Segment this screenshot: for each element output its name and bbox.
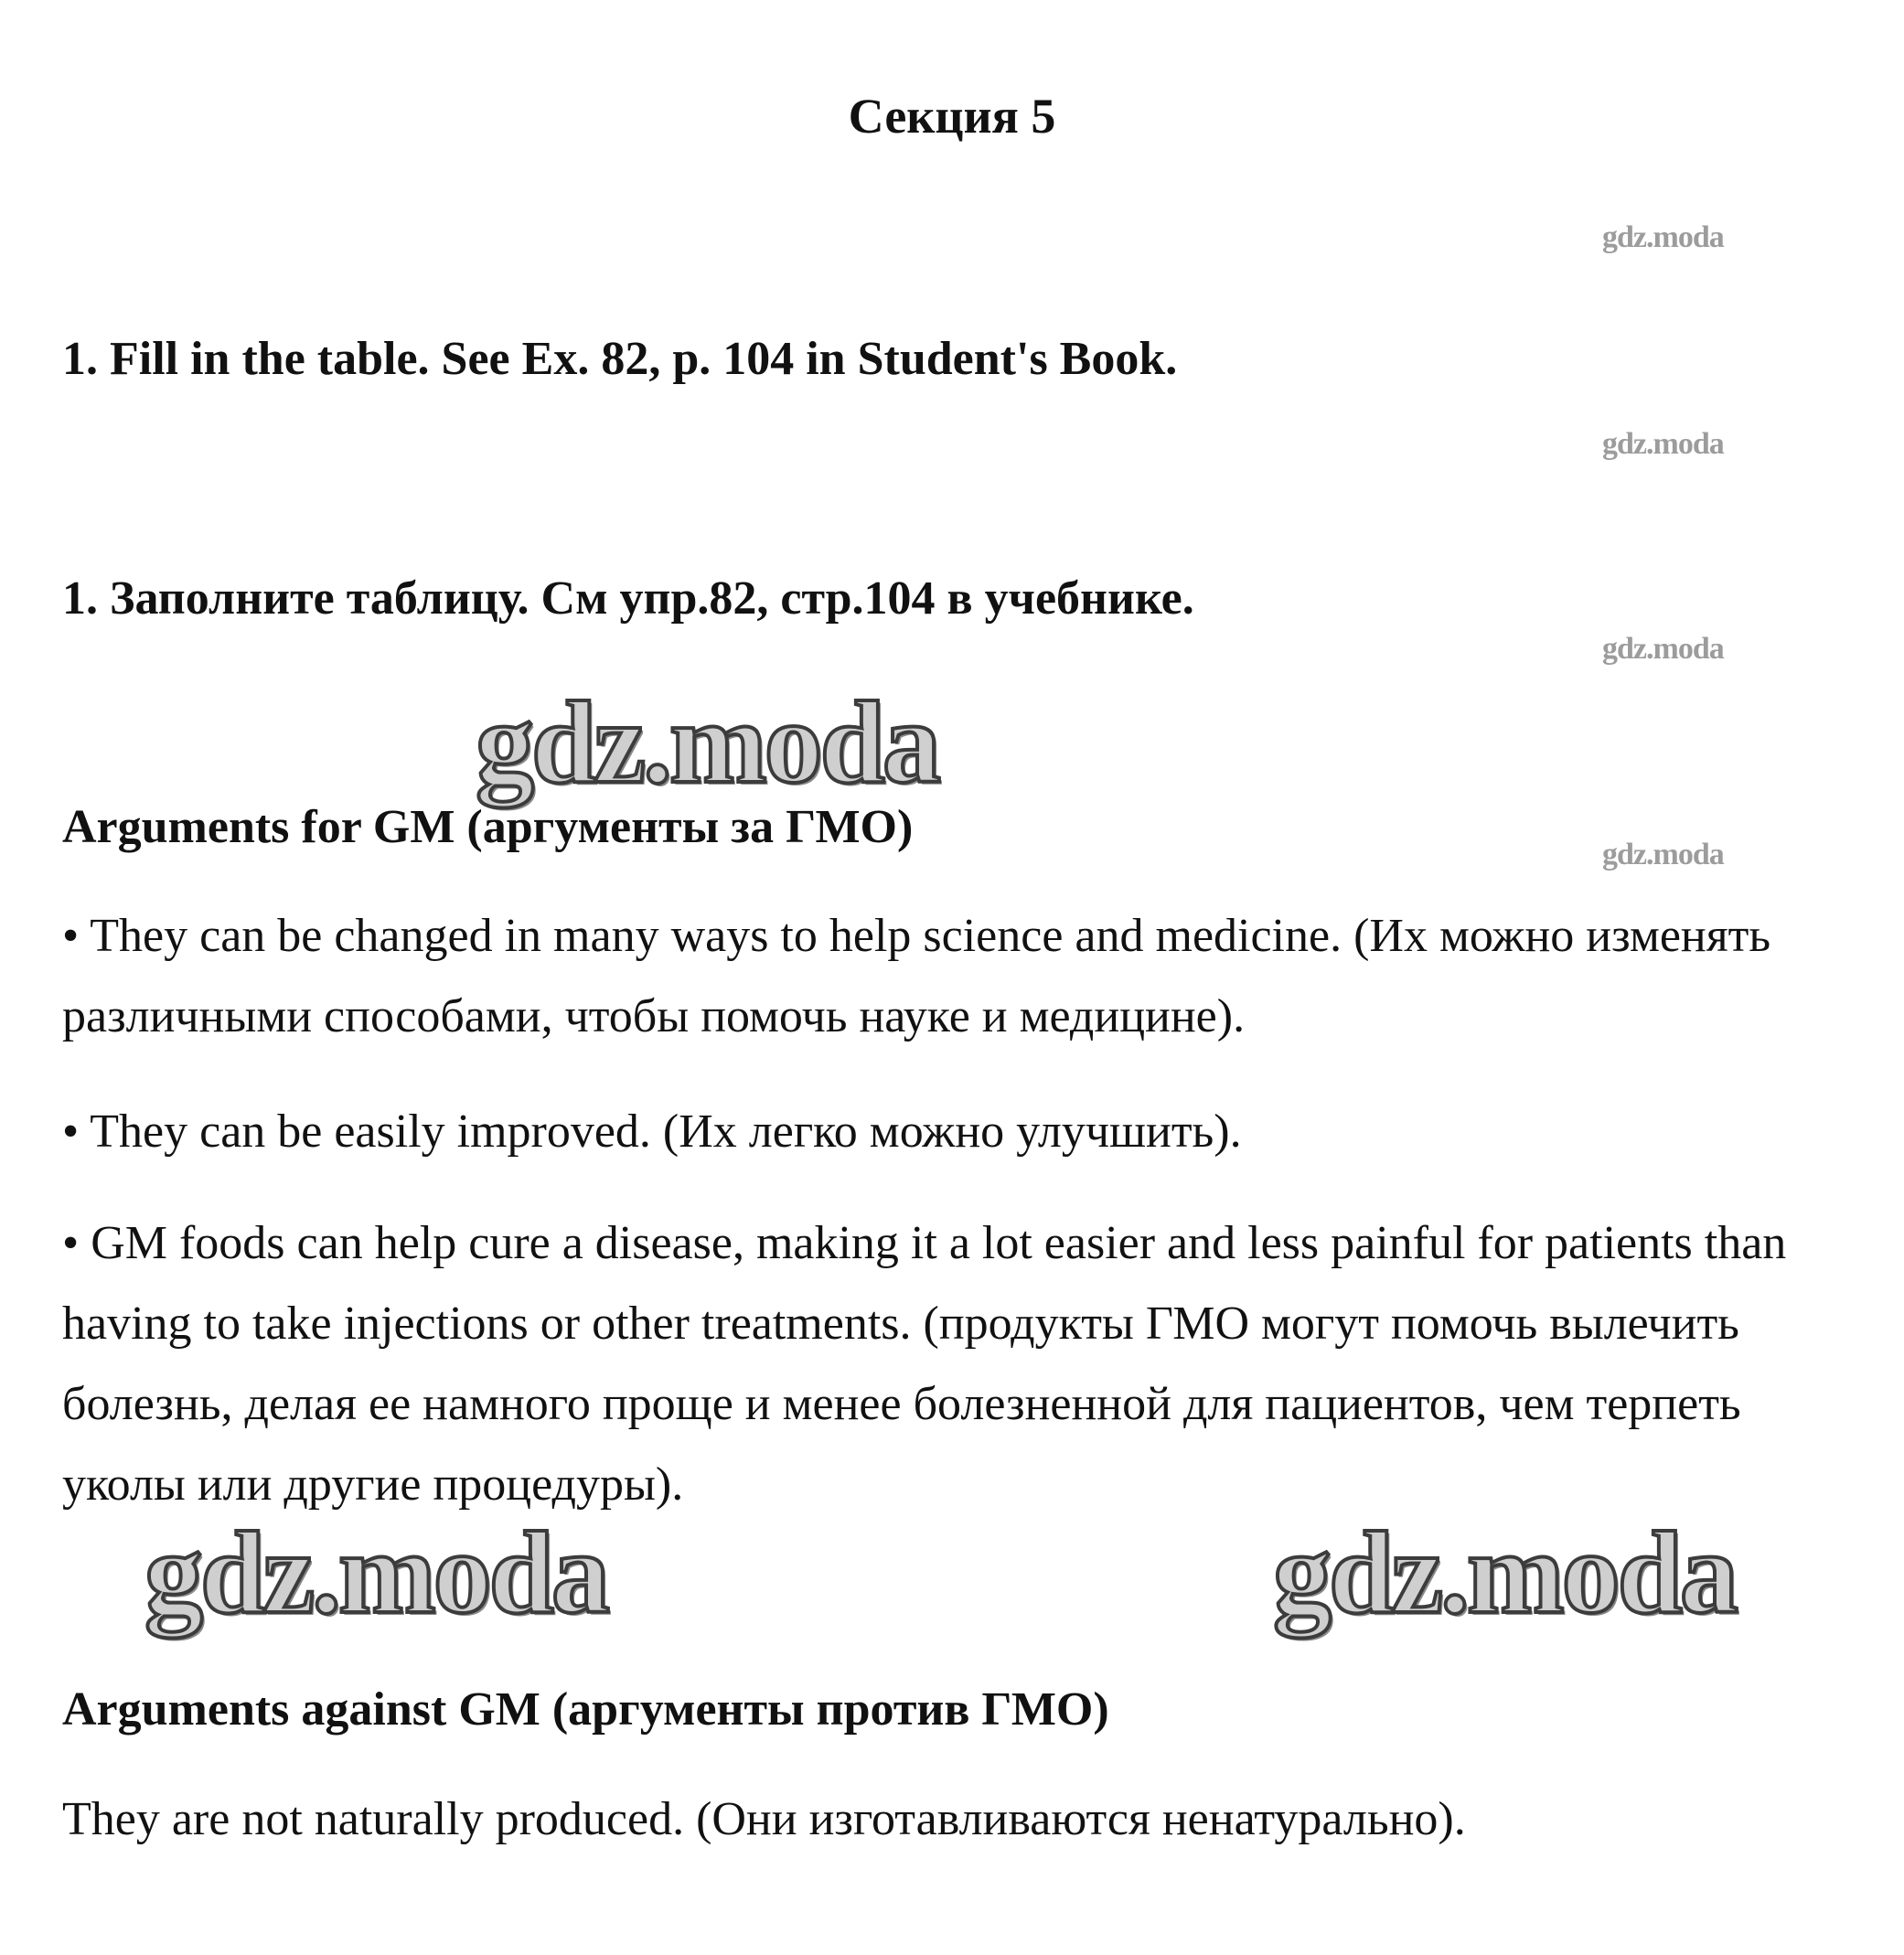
page-title: Секция 5 [848, 89, 1056, 144]
argument-for-item: • They can be changed in many ways to help science and medicine. (Их можно изменять различными способами, чтобы помочь науке и медицине). [62, 910, 1771, 1042]
watermark-small: gdz.moda [1602, 838, 1724, 871]
watermark-large: gdz.moda [144, 1508, 607, 1638]
arguments-against-heading: Arguments against GM (аргументы против ГМО) [62, 1683, 1109, 1736]
task-heading-en: 1. Fill in the table. See Ex. 82, p. 104 in Student's Book. [62, 333, 1178, 385]
watermark-small: gdz.moda [1602, 632, 1724, 666]
watermark-large: gdz.moda [1273, 1508, 1736, 1638]
arguments-for-heading: Arguments for GM (аргументы за ГМО) [62, 801, 914, 853]
watermark-large: gdz.moda [476, 678, 938, 807]
watermark-small: gdz.moda [1602, 220, 1724, 254]
argument-against-item: They are not naturally produced. (Они изготавливаются ненатурально). [62, 1793, 1466, 1845]
task-heading-ru: 1. Заполните таблицу. См упр.82, стр.104 в учебнике. [62, 572, 1194, 625]
argument-for-item: • They can be easily improved. (Их легко можно улучшить). [62, 1106, 1242, 1158]
watermark-small: gdz.moda [1602, 427, 1724, 461]
argument-for-item: • GM foods can help cure a disease, making it a lot easier and less painful for patients than having to take injections or other treatments. (продукты ГМО могут помочь вылечить болезнь, делая ее намного проще и менее болезненной для пациентов, чем терпеть уколы или другие процедуры). [62, 1217, 1787, 1511]
